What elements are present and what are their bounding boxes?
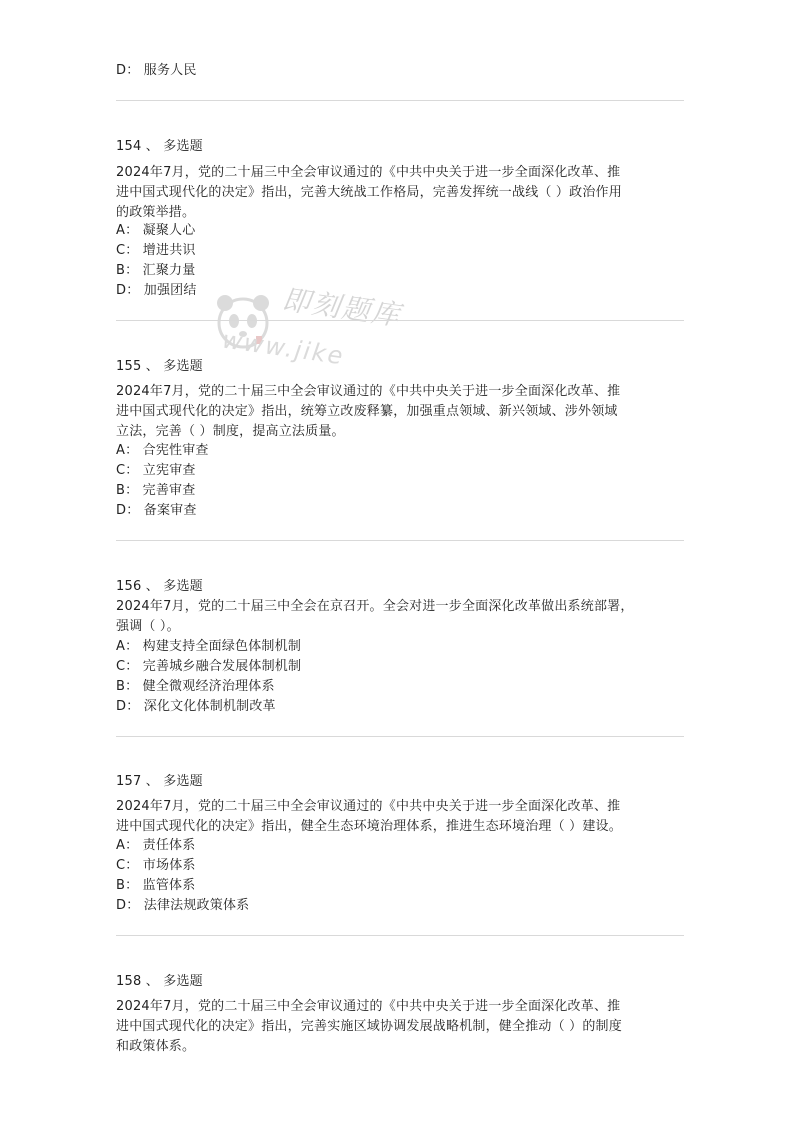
watermark [212,282,442,372]
question-header: 156 、 多选题 [116,579,203,594]
watermark-url: www.jike [220,325,347,371]
option-c: C： 市场体系 [116,858,196,873]
option-a: A： 构建支持全面绿色体制机制 [116,639,302,654]
option-b: B： 汇聚力量 [116,263,196,278]
question-header: 158 、 多选题 [116,974,203,989]
question-text-line: 的政策举措。 [116,205,196,220]
option-a: A： 合宪性审查 [116,443,209,458]
question-text-line: 进中国式现代化的决定》指出，统筹立改废释纂，加强重点领域、新兴领域、涉外领域 [116,404,618,419]
question-header: 157 、 多选题 [116,774,203,789]
question-text-line: 2024年7月，党的二十届三中全会审议通过的《中共中央关于进一步全面深化改革、推 [116,165,621,180]
option-d: D： 深化文化体制机制改革 [116,699,276,714]
option-b: B： 健全微观经济治理体系 [116,679,275,694]
question-text-line: 进中国式现代化的决定》指出，完善大统战工作格局，完善发挥统一战线（ ）政治作用 [116,185,622,200]
watermark-brand: 即刻题库 [280,282,404,333]
question-divider [116,935,684,936]
panda-logo-icon [212,290,274,352]
option-d: D： 法律法规政策体系 [116,898,250,913]
question-text-line: 强调（ ）。 [116,619,180,634]
option-d: D： 加强团结 [116,283,197,298]
option-a: A： 凝聚人心 [116,223,196,238]
option-d: D： 备案审查 [116,503,197,518]
question-text-line: 2024年7月，党的二十届三中全会在京召开。全会对进一步全面深化改革做出系统部署， [116,599,634,614]
option-b: B： 完善审查 [116,483,196,498]
option-c: C： 完善城乡融合发展体制机制 [116,659,302,674]
question-text-line: 2024年7月，党的二十届三中全会审议通过的《中共中央关于进一步全面深化改革、推 [116,999,621,1014]
question-text-line: 和政策体系。 [116,1039,196,1054]
question-text-line: 2024年7月，党的二十届三中全会审议通过的《中共中央关于进一步全面深化改革、推 [116,384,621,399]
question-text-line: 进中国式现代化的决定》指出，完善实施区域协调发展战略机制，健全推动（ ）的制度 [116,1019,622,1034]
option-c: C： 增进共识 [116,243,196,258]
question-divider [116,320,684,321]
option-b: B： 监管体系 [116,878,196,893]
question-header: 155 、 多选题 [116,359,203,374]
question-header: 154 、 多选题 [116,139,203,154]
question-text-line: 立法，完善（ ）制度，提高立法质量。 [116,424,345,439]
question-divider [116,540,684,541]
option-c: C： 立宪审查 [116,463,196,478]
option-a: A： 责任体系 [116,838,196,853]
question-divider [116,100,684,101]
question-divider [116,736,684,737]
question-text-line: 2024年7月，党的二十届三中全会审议通过的《中共中央关于进一步全面深化改革、推 [116,799,621,814]
question-text-line: 进中国式现代化的决定》指出，健全生态环境治理体系，推进生态环境治理（ ）建设。 [116,819,622,834]
option-text: D： 服务人民 [116,63,197,78]
